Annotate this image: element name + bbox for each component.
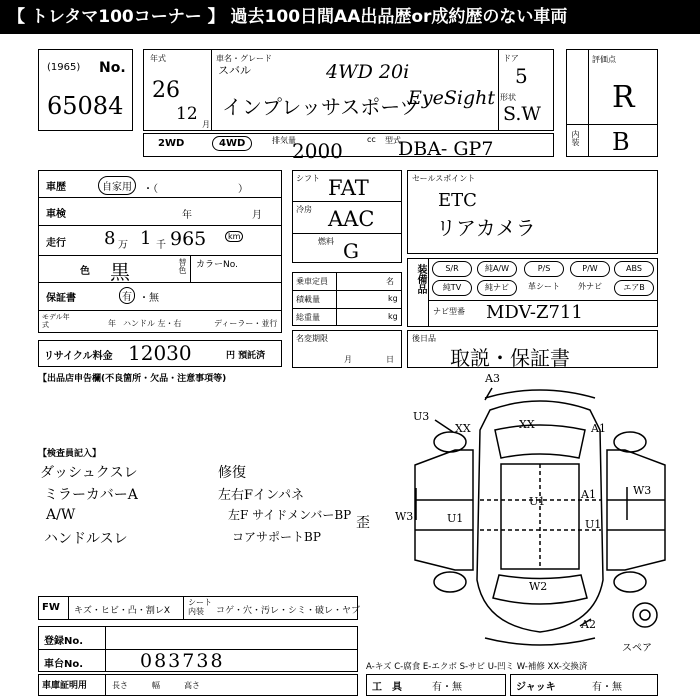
equip-alloy: 純A/W [477, 261, 517, 277]
warranty-no: ・無 [139, 293, 159, 304]
recycle-unit: 円 預託済 [226, 351, 266, 361]
cooler-label: 冷房 [296, 205, 312, 214]
mark-u3: U3 [413, 410, 430, 423]
man-unit: 万 [118, 240, 128, 251]
mark-a2: A2 [581, 618, 596, 631]
history-value: 自家用 [98, 176, 136, 195]
repaint-label: 替色 [178, 258, 187, 274]
interior-value: B [612, 128, 630, 156]
score-value: R [612, 80, 635, 115]
displacement-label: 排気量 [272, 136, 296, 145]
seat-label: シート内装 [188, 598, 212, 616]
name-change-label: 名変期限 [296, 334, 328, 343]
tools-label: 工 具 [372, 682, 402, 693]
lot-number-box [38, 49, 133, 131]
mark-w3-left: W3 [395, 510, 414, 523]
mark-xx-2: XX [519, 418, 535, 431]
maker-value: スバル [218, 64, 251, 77]
auction-banner: 【 トレタマ100コーナー 】 過去100日間AA出品歴or成約歴のない車両 [0, 0, 700, 34]
after-items-value: 取説・保証書 [450, 346, 570, 370]
mark-u1-right: U1 [585, 518, 602, 531]
model-name: インプレッサスポーツ [222, 95, 420, 119]
month-unit: 月 [202, 120, 210, 129]
equip-leather: 革シート [528, 282, 560, 291]
jack-label: ジャッキ [516, 682, 556, 693]
inspector-left-1: ダッシュクスレ [40, 465, 138, 481]
car-diagram [395, 370, 695, 660]
inspector-right-3: 左F サイドメンバーBP [228, 508, 352, 522]
mark-w3-right: W3 [633, 484, 652, 497]
fw-label: FW [42, 602, 60, 613]
type-label: 型式 [385, 136, 401, 145]
equip-pw: P/W [570, 261, 610, 277]
sales-point-label: セールスポイント [412, 174, 476, 183]
year-value: 26 [152, 78, 180, 103]
score-label: 評価点 [592, 55, 616, 64]
inspector-right-1: 修復 [218, 465, 246, 481]
damage-legend: A-キズ C-腐食 E-エクボ S-サビ U-凹ミ W-補修 XX-交換済 [366, 662, 588, 672]
shift-label: シフト [296, 174, 320, 183]
inspector-label: 【検査員記入】 [38, 449, 102, 459]
sales-point-1: ETC [438, 190, 477, 211]
chassis-no-value: 083738 [140, 650, 225, 672]
inspector-left-4: ハンドルスレ [44, 531, 128, 547]
tools-value: 有・無 [432, 682, 462, 693]
capacity-label: 乗車定員 [296, 277, 328, 286]
color-label: 色 [80, 266, 90, 277]
door-label: ドア [503, 54, 519, 63]
inspector-right-2: 左右Fインパネ [218, 488, 305, 503]
seat-text: コゲ・穴・汚レ・シミ・破レ・ヤブ [216, 606, 361, 616]
type-value: DBA- GP7 [398, 138, 494, 160]
equip-navi: 純ナビ [477, 280, 517, 296]
gross-label: 総重量 [296, 313, 320, 322]
mark-u1-center: U1 [529, 495, 546, 508]
equip-airbag: エアB [614, 280, 654, 296]
reg-no-label: 登録No. [44, 636, 84, 647]
inspector-mark: 歪 [356, 515, 370, 531]
recycle-value: 12030 [128, 341, 192, 365]
handle-label: ハンドル 左・右 [123, 319, 182, 328]
drive-2wd: 2WD [158, 138, 185, 149]
mark-u1-left: U1 [447, 512, 464, 525]
recycle-label: リサイクル料金 [44, 351, 113, 362]
history-label: 車歴 [46, 182, 66, 193]
navi-model-value: MDV-Z711 [486, 302, 583, 323]
color-no-label: カラーNo. [196, 260, 238, 270]
dealer-label: ディーラー・並行 [214, 319, 278, 328]
name-change-month: 月 [344, 355, 352, 364]
km-unit: km [225, 231, 243, 242]
load-label: 積載量 [296, 295, 320, 304]
after-items-label: 後日品 [412, 334, 436, 343]
spare-label: スペア [622, 643, 652, 654]
interior-label: 内装 [571, 130, 580, 146]
mark-a3: A3 [485, 372, 500, 385]
equip-abs: ABS [614, 261, 654, 277]
gross-unit: kg [388, 312, 398, 321]
fw-text: キズ・ヒビ・凸・割レX [74, 606, 170, 616]
model-year-unit: 年 [108, 319, 116, 328]
fuel-label: 燃料 [318, 237, 334, 246]
grade2-value: EyeSight [408, 87, 495, 109]
maker-grade-label: 車名・グレード [216, 54, 272, 63]
mileage-rest: 965 [170, 228, 207, 250]
month-value: 12 [176, 104, 198, 124]
grade-value: 4WD 20i [326, 61, 410, 83]
shape-value: S.W [503, 103, 541, 125]
warranty-yes: 有 [119, 287, 135, 304]
sen-unit: 千 [156, 240, 166, 251]
mileage-sen: 1 [140, 228, 152, 249]
shaken-month: 月 [252, 210, 262, 221]
shift-value: FAT [328, 176, 369, 200]
garage-dims-text: 長さ 幅 高さ [112, 681, 200, 690]
mileage-label: 走行 [46, 238, 66, 249]
capacity-unit: 名 [386, 277, 394, 286]
shaken-year: 年 [182, 210, 192, 221]
equip-ps: P/S [524, 261, 564, 277]
sales-point-2: リアカメラ [436, 216, 536, 240]
history-paren: ・（ ） [143, 184, 248, 195]
model-year-label: モデル年式 [42, 313, 70, 329]
navi-model-label: ナビ型番 [433, 307, 465, 316]
cc-unit: cc [367, 135, 376, 144]
mileage-man: 8 [104, 228, 116, 249]
inspector-left-3: A/W [46, 507, 76, 523]
lot-number: 65084 [47, 92, 124, 120]
displacement-value: 2000 [292, 139, 343, 163]
inspector-left-2: ミラーカバーA [44, 487, 138, 503]
garage-label: 車庫証明用 [42, 681, 88, 691]
equip-tv: 純TV [432, 280, 472, 296]
lot-prefix: (1965) [47, 62, 81, 73]
equip-ext-navi: 外ナビ [578, 282, 602, 291]
chassis-no-label: 車台No. [44, 659, 84, 670]
mark-a1-right: A1 [581, 488, 596, 501]
year-label: 年式 [150, 54, 166, 63]
name-change-day: 日 [386, 355, 394, 364]
shape-label: 形状 [500, 93, 516, 102]
equipment-label: 装備品 [415, 264, 426, 294]
mark-a1-top: A1 [591, 422, 606, 435]
drive-4wd: 4WD [212, 136, 252, 151]
load-unit: kg [388, 294, 398, 303]
inspector-right-4: コアサポートBP [232, 530, 321, 544]
mark-xx-1: XX [455, 422, 471, 435]
shaken-label: 車検 [46, 209, 66, 220]
door-value: 5 [515, 64, 528, 88]
color-value: 黒 [110, 260, 130, 284]
dealer-notes-label: 【出品店申告欄(不良箇所・欠品・注意事項等) [38, 374, 227, 384]
lot-no-label: No. [99, 60, 126, 76]
mark-w2: W2 [529, 580, 548, 593]
jack-value: 有・無 [592, 682, 622, 693]
equip-sr: S/R [432, 261, 472, 277]
warranty-label: 保証書 [46, 293, 76, 304]
fuel-value: G [343, 239, 359, 263]
cooler-value: AAC [328, 207, 375, 231]
